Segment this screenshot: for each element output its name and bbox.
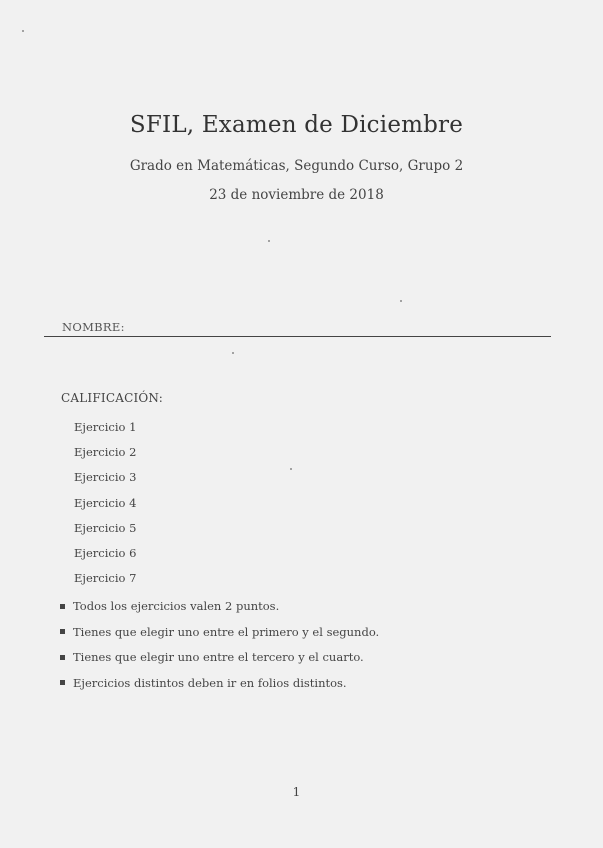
exercise-item: Ejercicio 3 [74, 470, 137, 485]
name-underline [44, 336, 551, 337]
rule-item [60, 649, 379, 675]
square-bullet-icon [60, 680, 65, 685]
scan-speck [290, 468, 292, 470]
square-bullet-icon [60, 604, 65, 609]
scan-speck [268, 240, 270, 242]
exercise-item: Ejercicio 6 [74, 545, 137, 560]
rule-text: Ejercicios distintos deben ir en folios distintos. [73, 675, 347, 690]
page-number: 1 [292, 785, 301, 799]
square-bullet-icon [60, 655, 65, 660]
rule-text: Todos los ejercicios valen 2 puntos. [73, 599, 280, 613]
rule-text: Tienes que elegir uno entre el primero y el segundo. [73, 624, 380, 639]
exercise-list [74, 419, 136, 595]
exam-date: 23 de noviembre de 2018 [209, 187, 384, 203]
exercise-item: Ejercicio 5 [74, 520, 137, 535]
rules-list [60, 598, 379, 700]
scan-speck [400, 300, 402, 302]
square-bullet-icon [60, 629, 65, 634]
exercise-item: Ejercicio 4 [74, 495, 137, 510]
exam-title: SFIL, Examen de Diciembre [129, 112, 464, 138]
rule-item [60, 624, 379, 650]
exam-subtitle: Grado en Matemáticas, Segundo Curso, Grupo 2 [129, 158, 464, 174]
scan-speck [232, 352, 234, 354]
exercise-item: Ejercicio 1 [74, 420, 137, 434]
name-label: NOMBRE: [62, 320, 125, 334]
rule-text: Tienes que elegir uno entre el tercero y el cuarto. [73, 650, 364, 664]
rule-item [60, 598, 379, 624]
scan-speck [22, 30, 24, 32]
rule-item [60, 675, 379, 701]
exercise-item: Ejercicio 2 [74, 445, 137, 460]
exercise-item: Ejercicio 7 [74, 571, 137, 586]
grades-label: CALIFICACIÓN: [61, 391, 163, 405]
